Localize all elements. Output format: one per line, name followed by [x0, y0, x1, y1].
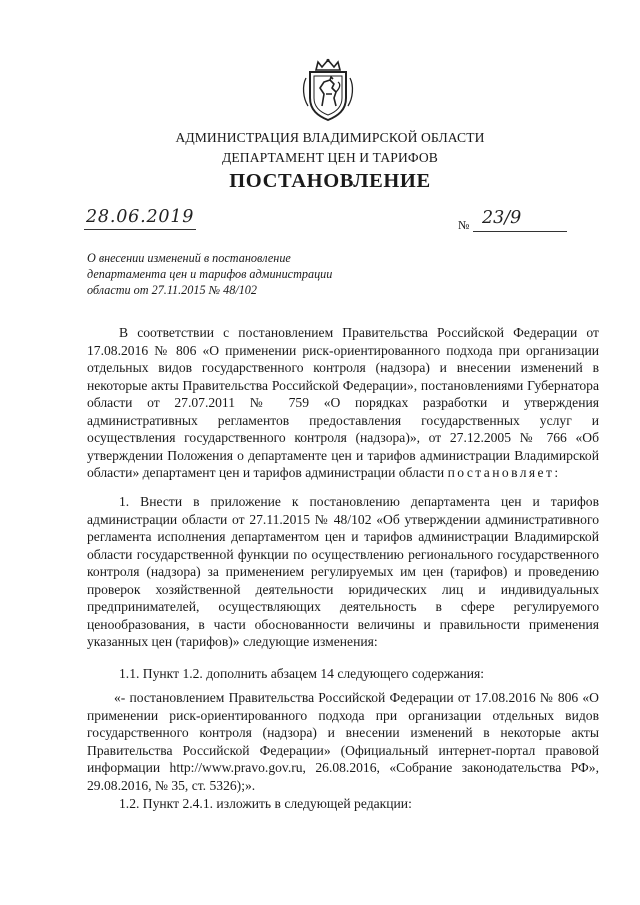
handwritten-date: 28.06.2019 [86, 207, 195, 227]
preamble-text: В соответствии с постановлением Правительства Российской Федерации от 17.08.2016 № 806 «О применении риск-ориентированного подхода при организации отдельных видов государственного контроля (надзора) и внесении изменений в некоторые акты Правительства Российской Федерации», постановлениями Губернатора области от 27.07.2011 № 759 «О порядках разработки и утверждения административных регламентов предоставления государственных услуг и осуществления государственного контроля (надзора)», от 27.12.2005 № 766 «Об утверждении Положения о департаменте цен и тарифов администрации Владимирской области» департамент цен и тарифов администрации области [87, 325, 599, 481]
org-name: АДМИНИСТРАЦИЯ ВЛАДИМИРСКОЙ ОБЛАСТИ [175, 130, 485, 145]
item-1-1-text: 1.1. Пункт 1.2. дополнить абзацем 14 следующего содержания: [119, 666, 485, 681]
department-name: ДЕПАРТАМЕНТ ЦЕН И ТАРИФОВ [222, 150, 438, 165]
item-1-paragraph [87, 493, 599, 651]
item-1-text: 1. Внести в приложение к постановлению департамента цен и тарифов администрации области от 27.11.2015 № 48/102 «Об утверждении административного регламента исполнения департаментом цен и тарифов администрации Владимирской области государственной функции по осуществлению регионального государственного контроля (надзора) за применением регулируемых им цен (тарифов) и проведению проверок хозяйственной деятельности юридических лиц и индивидуальных предпринимателей, осуществляющих деятельность в сфере регулируемого ценообразования, в части обоснованности величины и правильности применения указанных цен (тарифов)» следующие изменения: [87, 494, 599, 650]
item-1-1-paragraph [87, 665, 599, 683]
vladimir-coat-of-arms-icon [300, 58, 356, 122]
item-1-2-text: 1.2. Пункт 2.4.1. изложить в следующей редакции: [119, 796, 412, 811]
item-1-1-quote-text: «- постановлением Правительства Российской Федерации от 17.08.2016 № 806 «О применении риск-ориентированного подхода при организации отдельных видов государственного контроля (надзора) и внесении изменений в некоторые акты Правительства Российской Федерации» (Официальный интернет-портал правовой информации http://www.pravo.gov.ru, 26.08.2016, «Собрание законодательства РФ», 29.08.2016, № 35, ст. 5326);». [87, 690, 599, 793]
document-type-title: ПОСТАНОВЛЕНИЕ [229, 170, 431, 192]
number-label: № [458, 218, 470, 232]
item-1-1-quote-paragraph [87, 689, 599, 795]
resolves-word: постановляет: [447, 465, 561, 481]
preamble-paragraph [87, 324, 599, 482]
issuing-authority [150, 128, 510, 168]
date-underline [84, 229, 196, 230]
document-subject [87, 250, 357, 298]
subject-line: О внесении изменений в постановление [87, 251, 291, 265]
number-underline [473, 231, 567, 232]
handwritten-number: 23/9 [482, 208, 522, 228]
item-1-2-paragraph [87, 795, 599, 813]
subject-line: департамента цен и тарифов администрации [87, 267, 333, 281]
subject-line: области от 27.11.2015 № 48/102 [87, 283, 257, 297]
